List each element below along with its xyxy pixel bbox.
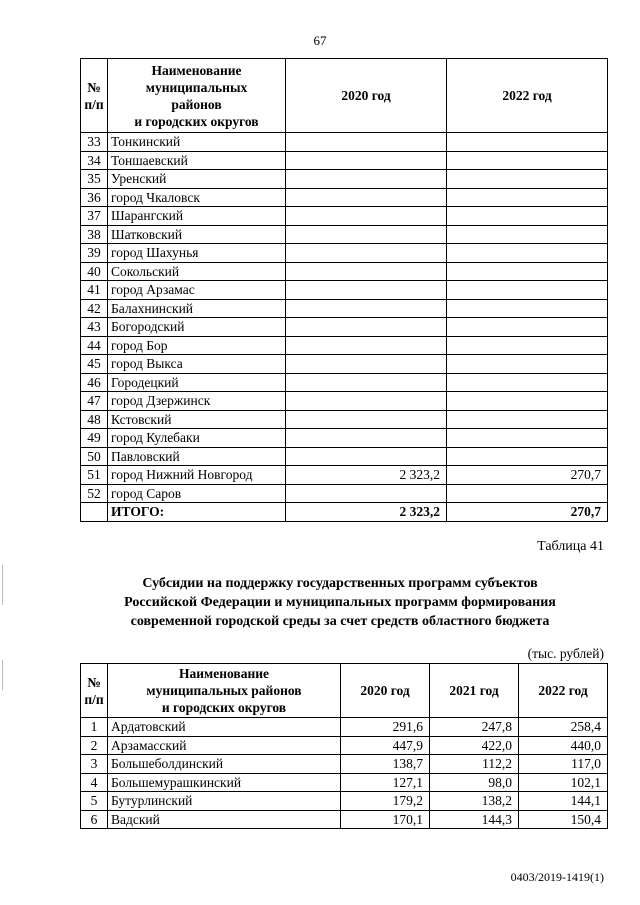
- row-number: 48: [81, 410, 108, 429]
- row-value-2022: [447, 410, 608, 429]
- row-value-2020: [286, 262, 447, 281]
- row-name: Тонкинский: [108, 133, 286, 152]
- row-number: 3: [81, 755, 108, 774]
- row-value-2022: [447, 170, 608, 189]
- row-value-2020: [286, 373, 447, 392]
- header-line: п/п: [84, 691, 104, 707]
- row-value-2022: [447, 207, 608, 226]
- row-value-2020: [286, 410, 447, 429]
- row-number: 52: [81, 484, 108, 503]
- row-number: 51: [81, 466, 108, 485]
- row-number: 36: [81, 188, 108, 207]
- row-number: 6: [81, 810, 108, 829]
- units-label: (тыс. рублей): [527, 646, 604, 661]
- row-value-2022: [447, 429, 608, 448]
- title-line: Российской Федерации и муниципальных программ формирования: [124, 595, 556, 610]
- table-row: [81, 299, 608, 318]
- row-name: Шарангский: [108, 207, 286, 226]
- row-value-2021: 144,3: [430, 810, 519, 829]
- row-number: 33: [81, 133, 108, 152]
- row-value-2020: [286, 188, 447, 207]
- col-header-2020: 2020 год: [341, 664, 430, 718]
- table-row: [81, 392, 608, 411]
- header-line: и городских округов: [161, 700, 287, 715]
- row-value-2020: [286, 484, 447, 503]
- table-row: [81, 170, 608, 189]
- table-row: [81, 755, 608, 774]
- table-row: [81, 373, 608, 392]
- total-value-2020: 2 323,2: [286, 503, 447, 522]
- table-header-row: [81, 59, 608, 133]
- table-row: [81, 773, 608, 792]
- row-value-2020: 447,9: [341, 736, 430, 755]
- row-value-2022: 102,1: [519, 773, 608, 792]
- col-header-2022: 2022 год: [447, 59, 608, 133]
- row-value-2022: [447, 373, 608, 392]
- row-name: Сокольский: [108, 262, 286, 281]
- row-value-2022: [447, 262, 608, 281]
- row-value-2022: [447, 188, 608, 207]
- row-value-2022: 270,7: [447, 466, 608, 485]
- header-line: районов: [171, 96, 222, 112]
- row-value-2020: [286, 207, 447, 226]
- row-value-2022: [447, 281, 608, 300]
- row-value-2022: [447, 299, 608, 318]
- row-value-2020: [286, 355, 447, 374]
- row-name: город Шахунья: [108, 244, 286, 263]
- row-name: Большеболдинский: [108, 755, 341, 774]
- table-row: [81, 207, 608, 226]
- row-name: Городецкий: [108, 373, 286, 392]
- table-row: [81, 151, 608, 170]
- row-value-2022: [447, 392, 608, 411]
- row-value-2022: [447, 484, 608, 503]
- table-row: [81, 447, 608, 466]
- table-row: [81, 188, 608, 207]
- row-value-2020: [286, 225, 447, 244]
- row-name: город Бор: [108, 336, 286, 355]
- row-value-2020: [286, 244, 447, 263]
- table-row: [81, 262, 608, 281]
- row-number: 38: [81, 225, 108, 244]
- header-line: муниципальных районов: [146, 683, 302, 698]
- header-line: и городских округов: [134, 113, 259, 129]
- table-row: [81, 318, 608, 337]
- row-name: город Саров: [108, 484, 286, 503]
- table-row: [81, 133, 608, 152]
- row-number: 5: [81, 792, 108, 811]
- row-name: город Дзержинск: [108, 392, 286, 411]
- table-label: Таблица 41: [537, 539, 604, 554]
- margin-mark: [2, 660, 3, 690]
- row-number: 40: [81, 262, 108, 281]
- row-number: 34: [81, 151, 108, 170]
- table-header-row: [81, 664, 608, 718]
- row-value-2020: [286, 299, 447, 318]
- table-row: [81, 810, 608, 829]
- row-name: город Чкаловск: [108, 188, 286, 207]
- row-name: Бутурлинский: [108, 792, 341, 811]
- row-number: 39: [81, 244, 108, 263]
- row-name: город Выкса: [108, 355, 286, 374]
- row-value-2020: [286, 170, 447, 189]
- row-value-2022: [447, 133, 608, 152]
- row-value-2022: [447, 447, 608, 466]
- row-value-2022: 150,4: [519, 810, 608, 829]
- title-line: Субсидии на поддержку государственных программ субъектов: [142, 576, 538, 591]
- subsidy-table-continued: [80, 58, 608, 522]
- total-number-cell: [81, 503, 108, 522]
- table-row: [81, 429, 608, 448]
- header-line: №: [87, 79, 101, 95]
- row-name: Балахнинский: [108, 299, 286, 318]
- col-header-num: [81, 59, 108, 133]
- row-number: 47: [81, 392, 108, 411]
- row-value-2021: 112,2: [430, 755, 519, 774]
- header-line: Наименование: [179, 666, 269, 681]
- row-name: Богородский: [108, 318, 286, 337]
- row-number: 50: [81, 447, 108, 466]
- table-row: [81, 355, 608, 374]
- table-row: [81, 410, 608, 429]
- row-value-2020: [286, 318, 447, 337]
- table-row: [81, 244, 608, 263]
- row-value-2020: [286, 151, 447, 170]
- row-value-2022: 117,0: [519, 755, 608, 774]
- row-value-2022: 440,0: [519, 736, 608, 755]
- table-row: [81, 336, 608, 355]
- row-value-2020: 138,7: [341, 755, 430, 774]
- row-number: 41: [81, 281, 108, 300]
- row-number: 4: [81, 773, 108, 792]
- row-value-2021: 422,0: [430, 736, 519, 755]
- col-header-name: [108, 664, 341, 718]
- table-row: [81, 484, 608, 503]
- row-name: Кстовский: [108, 410, 286, 429]
- col-header-num: [81, 664, 108, 718]
- row-number: 35: [81, 170, 108, 189]
- row-number: 45: [81, 355, 108, 374]
- table-row: [81, 466, 608, 485]
- row-value-2020: [286, 429, 447, 448]
- col-header-2022: 2022 год: [519, 664, 608, 718]
- row-name: город Кулебаки: [108, 429, 286, 448]
- table-row: [81, 736, 608, 755]
- subsidy-table-41: [80, 663, 608, 829]
- title-line: современной городской среды за счет средств областного бюджета: [130, 614, 550, 629]
- row-name: город Нижний Новгород: [108, 466, 286, 485]
- row-name: Арзамасский: [108, 736, 341, 755]
- row-number: 42: [81, 299, 108, 318]
- table-title: [60, 574, 620, 631]
- total-label: ИТОГО:: [108, 503, 286, 522]
- row-value-2022: [447, 318, 608, 337]
- row-number: 2: [81, 736, 108, 755]
- row-value-2022: 258,4: [519, 718, 608, 737]
- header-line: №: [87, 674, 101, 690]
- row-value-2022: [447, 244, 608, 263]
- header-line: п/п: [84, 96, 104, 112]
- row-name: Большемурашкинский: [108, 773, 341, 792]
- total-row: [81, 503, 608, 522]
- row-value-2020: [286, 447, 447, 466]
- row-value-2020: 127,1: [341, 773, 430, 792]
- header-line: Наименование: [151, 62, 242, 78]
- row-value-2020: [286, 133, 447, 152]
- row-number: 44: [81, 336, 108, 355]
- row-name: Уренский: [108, 170, 286, 189]
- row-value-2020: 291,6: [341, 718, 430, 737]
- col-header-name: [108, 59, 286, 133]
- row-value-2022: 144,1: [519, 792, 608, 811]
- row-value-2022: [447, 336, 608, 355]
- row-value-2021: 138,2: [430, 792, 519, 811]
- row-number: 37: [81, 207, 108, 226]
- row-value-2022: [447, 355, 608, 374]
- row-value-2020: 179,2: [341, 792, 430, 811]
- row-name: Тоншаевский: [108, 151, 286, 170]
- table-row: [81, 718, 608, 737]
- row-name: Шатковский: [108, 225, 286, 244]
- page-number: 67: [313, 33, 327, 48]
- table-row: [81, 225, 608, 244]
- row-name: Вадский: [108, 810, 341, 829]
- row-name: Ардатовский: [108, 718, 341, 737]
- header-line: муниципальных: [145, 79, 248, 95]
- margin-mark: [2, 565, 3, 605]
- row-number: 49: [81, 429, 108, 448]
- row-value-2020: [286, 336, 447, 355]
- row-value-2020: [286, 281, 447, 300]
- row-value-2020: [286, 392, 447, 411]
- row-number: 43: [81, 318, 108, 337]
- total-value-2022: 270,7: [447, 503, 608, 522]
- row-value-2020: 170,1: [341, 810, 430, 829]
- row-value-2020: 2 323,2: [286, 466, 447, 485]
- row-number: 46: [81, 373, 108, 392]
- col-header-2021: 2021 год: [430, 664, 519, 718]
- row-number: 1: [81, 718, 108, 737]
- row-value-2021: 98,0: [430, 773, 519, 792]
- document-code: 0403/2019-1419(1): [510, 870, 604, 884]
- row-name: Павловский: [108, 447, 286, 466]
- row-value-2022: [447, 151, 608, 170]
- row-value-2021: 247,8: [430, 718, 519, 737]
- row-name: город Арзамас: [108, 281, 286, 300]
- table-row: [81, 281, 608, 300]
- row-value-2022: [447, 225, 608, 244]
- col-header-2020: 2020 год: [286, 59, 447, 133]
- table-row: [81, 792, 608, 811]
